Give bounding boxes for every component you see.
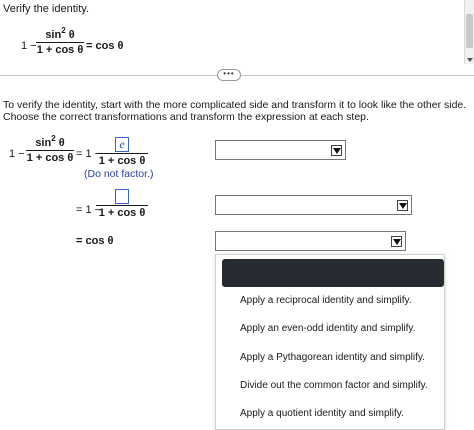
- step1-numerator-slot-wrap: [96, 137, 148, 152]
- step3-transformation-select[interactable]: [215, 231, 406, 251]
- step2-numerator-input[interactable]: [115, 189, 129, 204]
- step1-lhs-fraction-bar: [26, 150, 74, 151]
- dropdown-option-even-odd[interactable]: Apply an even-odd identity and simplify.: [240, 323, 416, 334]
- transformation-dropdown-menu[interactable]: [215, 254, 445, 430]
- dropdown-highlighted-option[interactable]: [222, 259, 444, 287]
- step1-lhs-one: 1 −: [9, 148, 25, 160]
- step3-result: = cos θ: [76, 235, 114, 247]
- step1-lhs-fraction: [26, 134, 74, 164]
- step2-fraction: [96, 189, 148, 219]
- chevron-down-icon[interactable]: [391, 236, 402, 247]
- step1-numerator-base: sin: [35, 137, 52, 149]
- numerator-variable: θ: [68, 29, 75, 41]
- step1-numerator-input[interactable]: e: [115, 137, 128, 152]
- identity-lhs-one: 1 −: [21, 40, 37, 52]
- dropdown-option-reciprocal[interactable]: Apply a reciprocal identity and simplify.: [240, 295, 412, 306]
- identity-lhs-fraction: [36, 26, 84, 56]
- step1-note: (Do not factor.): [84, 168, 154, 180]
- chevron-down-icon[interactable]: [397, 200, 408, 211]
- chevron-down-icon[interactable]: [331, 145, 342, 156]
- scrollbar-thumb[interactable]: [466, 14, 473, 48]
- numerator-exponent: 2: [61, 26, 66, 35]
- step1-lhs-numerator: [26, 134, 74, 149]
- fraction-bar: [36, 42, 84, 43]
- scroll-down-arrow-icon[interactable]: [467, 58, 473, 62]
- step1-rhs-denominator: 1 + cos θ: [98, 155, 146, 167]
- step1-transformation-select[interactable]: [215, 140, 346, 160]
- dropdown-option-quotient[interactable]: Apply a quotient identity and simplify.: [240, 408, 404, 419]
- step1-numerator-exponent: 2: [51, 134, 56, 143]
- step1-rhs-fraction: [96, 137, 148, 167]
- identity-rhs: = cos θ: [86, 40, 124, 52]
- step2-transformation-select[interactable]: [215, 195, 412, 215]
- problem-scrollbar[interactable]: [464, 0, 474, 64]
- dropdown-option-common-factor[interactable]: Divide out the common factor and simplify.: [240, 380, 428, 391]
- step2-denominator: 1 + cos θ: [98, 207, 146, 219]
- dropdown-option-pythagorean[interactable]: Apply a Pythagorean identity and simplify.: [240, 352, 425, 363]
- step2-fraction-bar: [96, 205, 148, 206]
- instructions-text: To verify the identity, start with the more complicated side and transform it to look like the other side. Choose the correct transformations and transform the expression at each step.: [3, 99, 467, 123]
- step2-equals: = 1 −: [76, 204, 102, 216]
- problem-title: Verify the identity.: [3, 3, 90, 15]
- numerator-base: sin: [45, 29, 62, 41]
- step1-equals: = 1 −: [76, 148, 102, 160]
- step2-numerator-slot-wrap: [96, 189, 148, 204]
- identity-lhs-numerator: [36, 26, 84, 41]
- step1-lhs-denominator: 1 + cos θ: [26, 152, 74, 164]
- step1-numerator-variable: θ: [58, 137, 65, 149]
- more-options-button[interactable]: •••: [217, 69, 241, 81]
- step1-rhs-fraction-bar: [96, 153, 148, 154]
- identity-lhs-denominator: 1 + cos θ: [36, 44, 84, 56]
